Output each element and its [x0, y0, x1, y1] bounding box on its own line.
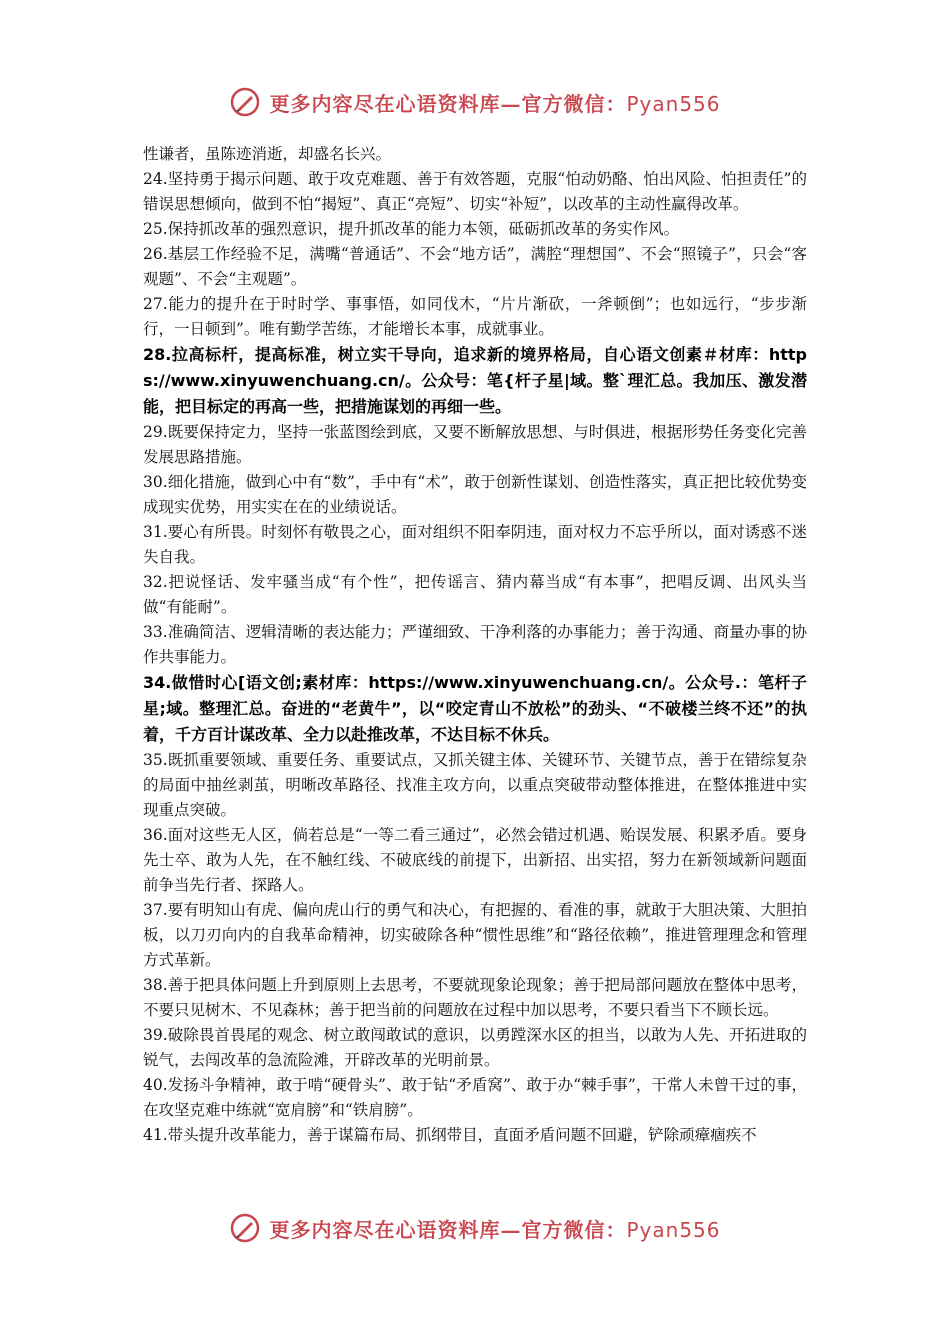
- paragraph: 40.发扬斗争精神，敢于啃“硬骨头”、敢于钻“矛盾窝”、敢于办“棘手事”，干常人未曾干过的事，在攻坚克难中练就“宽肩膀”和“铁肩膀”。: [143, 1076, 807, 1119]
- footer-banner-text: 更多内容尽在心语资料库—官方微信：Pyan556: [269, 1217, 721, 1242]
- paragraph: 25.保持抓改革的强烈意识，提升抓改革的能力本领，砥砺抓改革的务实作风。: [143, 220, 680, 238]
- paragraph: 29.既要保持定力，坚持一张蓝图绘到底，又要不断解放思想、与时俱进，根据形势任务变化完善发展思路措施。: [143, 423, 807, 466]
- paragraph: 38.善于把具体问题上升到原则上去思考，不要就现象论现象；善于把局部问题放在整体中思考，不要只见树木、不见森林；善于把当前的问题放在过程中加以思考，不要只看当下不顾长远。: [143, 976, 807, 1019]
- paragraph: 26.基层工作经验不足，满嘴“普通话”、不会“地方话”，满腔“理想国”、不会“照镜子”，只会“客观题”、不会“主观题”。: [143, 245, 807, 288]
- paragraph: 36.面对这些无人区，倘若总是“一等二看三通过”，必然会错过机遇、贻误发展、积累矛盾。要身先士卒、敢为人先，在不触红线、不破底线的前提下，出新招、出实招，努力在新领域新问题面前争当先行者、探路人。: [143, 826, 807, 894]
- paragraph: 35.既抓重要领域、重要任务、重要试点，又抓关键主体、关键环节、关键节点，善于在错综复杂的局面中抽丝剥茧，明晰改革路径、找准主攻方向，以重点突破带动整体推进，在整体推进中实现重点突破。: [143, 751, 807, 819]
- paragraph: 33.准确简洁、逻辑清晰的表达能力；严谨细致、干净利落的办事能力；善于沟通、商量办事的协作共事能力。: [143, 623, 807, 666]
- paragraph: 24.坚持勇于揭示问题、敢于攻克难题、善于有效答题，克服“怕动奶酪、怕出风险、怕担责任”的错误思想倾向，做到不怕“揭短”、真正“亮短”、切实“补短”，以改革的主动性赢得改革。: [143, 170, 807, 213]
- header-banner: [0, 82, 950, 122]
- paragraph: 34.做惜时心[语文创;素材库：https://www.xinyuwenchuang.cn/。公众号.：笔杆子星;域。整理汇总。奋进的“老黄牛”，以“咬定青山不放松”的劲头、“不破楼兰终不还”的执着，千方百计谋改革、全力以赴推改革，不达目标不休兵。: [143, 673, 807, 744]
- footer-banner: [0, 1208, 950, 1248]
- paragraph: 28.拉高标杆，提高标准，树立实干导向，追求新的境界格局，自心语文创素＃材库：https://www.xinyuwenchuang.cn/。公众号：笔{杆子星|域。整`理汇总。我加压、激发潜能，把目标定的再高一些，把措施谋划的再细一些。: [143, 345, 807, 416]
- paragraph: 27.能力的提升在于时时学、事事悟，如同伐木，“片片渐砍，一斧顿倒”；也如远行，“步步渐行，一日顿到”。唯有勤学苦练，才能增长本事，成就事业。: [143, 295, 807, 338]
- paragraph: 41.带头提升改革能力，善于谋篇布局、抓纲带目，直面矛盾问题不回避，铲除顽瘴痼疾不: [143, 1126, 757, 1144]
- paragraph: 37.要有明知山有虎、偏向虎山行的勇气和决心，有把握的、看准的事，就敢于大胆决策、大胆拍板，以刀刃向内的自我革命精神，切实破除各种“惯性思维”和“路径依赖”，推进管理理念和管理方式革新。: [143, 901, 807, 969]
- header-banner-text: 更多内容尽在心语资料库—官方微信：Pyan556: [269, 91, 721, 116]
- paragraph: 32.把说怪话、发牢骚当成“有个性”，把传谣言、猜内幕当成“有本事”，把唱反调、出风头当做“有能耐”。: [143, 573, 807, 616]
- paragraph: 31.要心有所畏。时刻怀有敬畏之心，面对组织不阳奉阴违，面对权力不忘乎所以，面对诱惑不迷失自我。: [143, 523, 807, 566]
- footer-wechat-id: Pyan556: [626, 1217, 721, 1242]
- document-body: [143, 142, 807, 1148]
- paragraph: 性谦者，虽陈迹消逝，却盛名长兴。: [143, 145, 392, 163]
- paragraph: 30.细化措施，做到心中有“数”，手中有“术”，敢于创新性谋划、创造性落实，真正把比较优势变成现实优势，用实实在在的业绩说话。: [143, 473, 807, 516]
- header-wechat-id: Pyan556: [626, 91, 721, 116]
- pen-logo-icon: [229, 1212, 261, 1244]
- pen-logo-icon: [229, 86, 261, 118]
- paragraph: 39.破除畏首畏尾的观念、树立敢闯敢试的意识，以勇蹚深水区的担当，以敢为人先、开拓进取的锐气，去闯改革的急流险滩，开辟改革的光明前景。: [143, 1026, 807, 1069]
